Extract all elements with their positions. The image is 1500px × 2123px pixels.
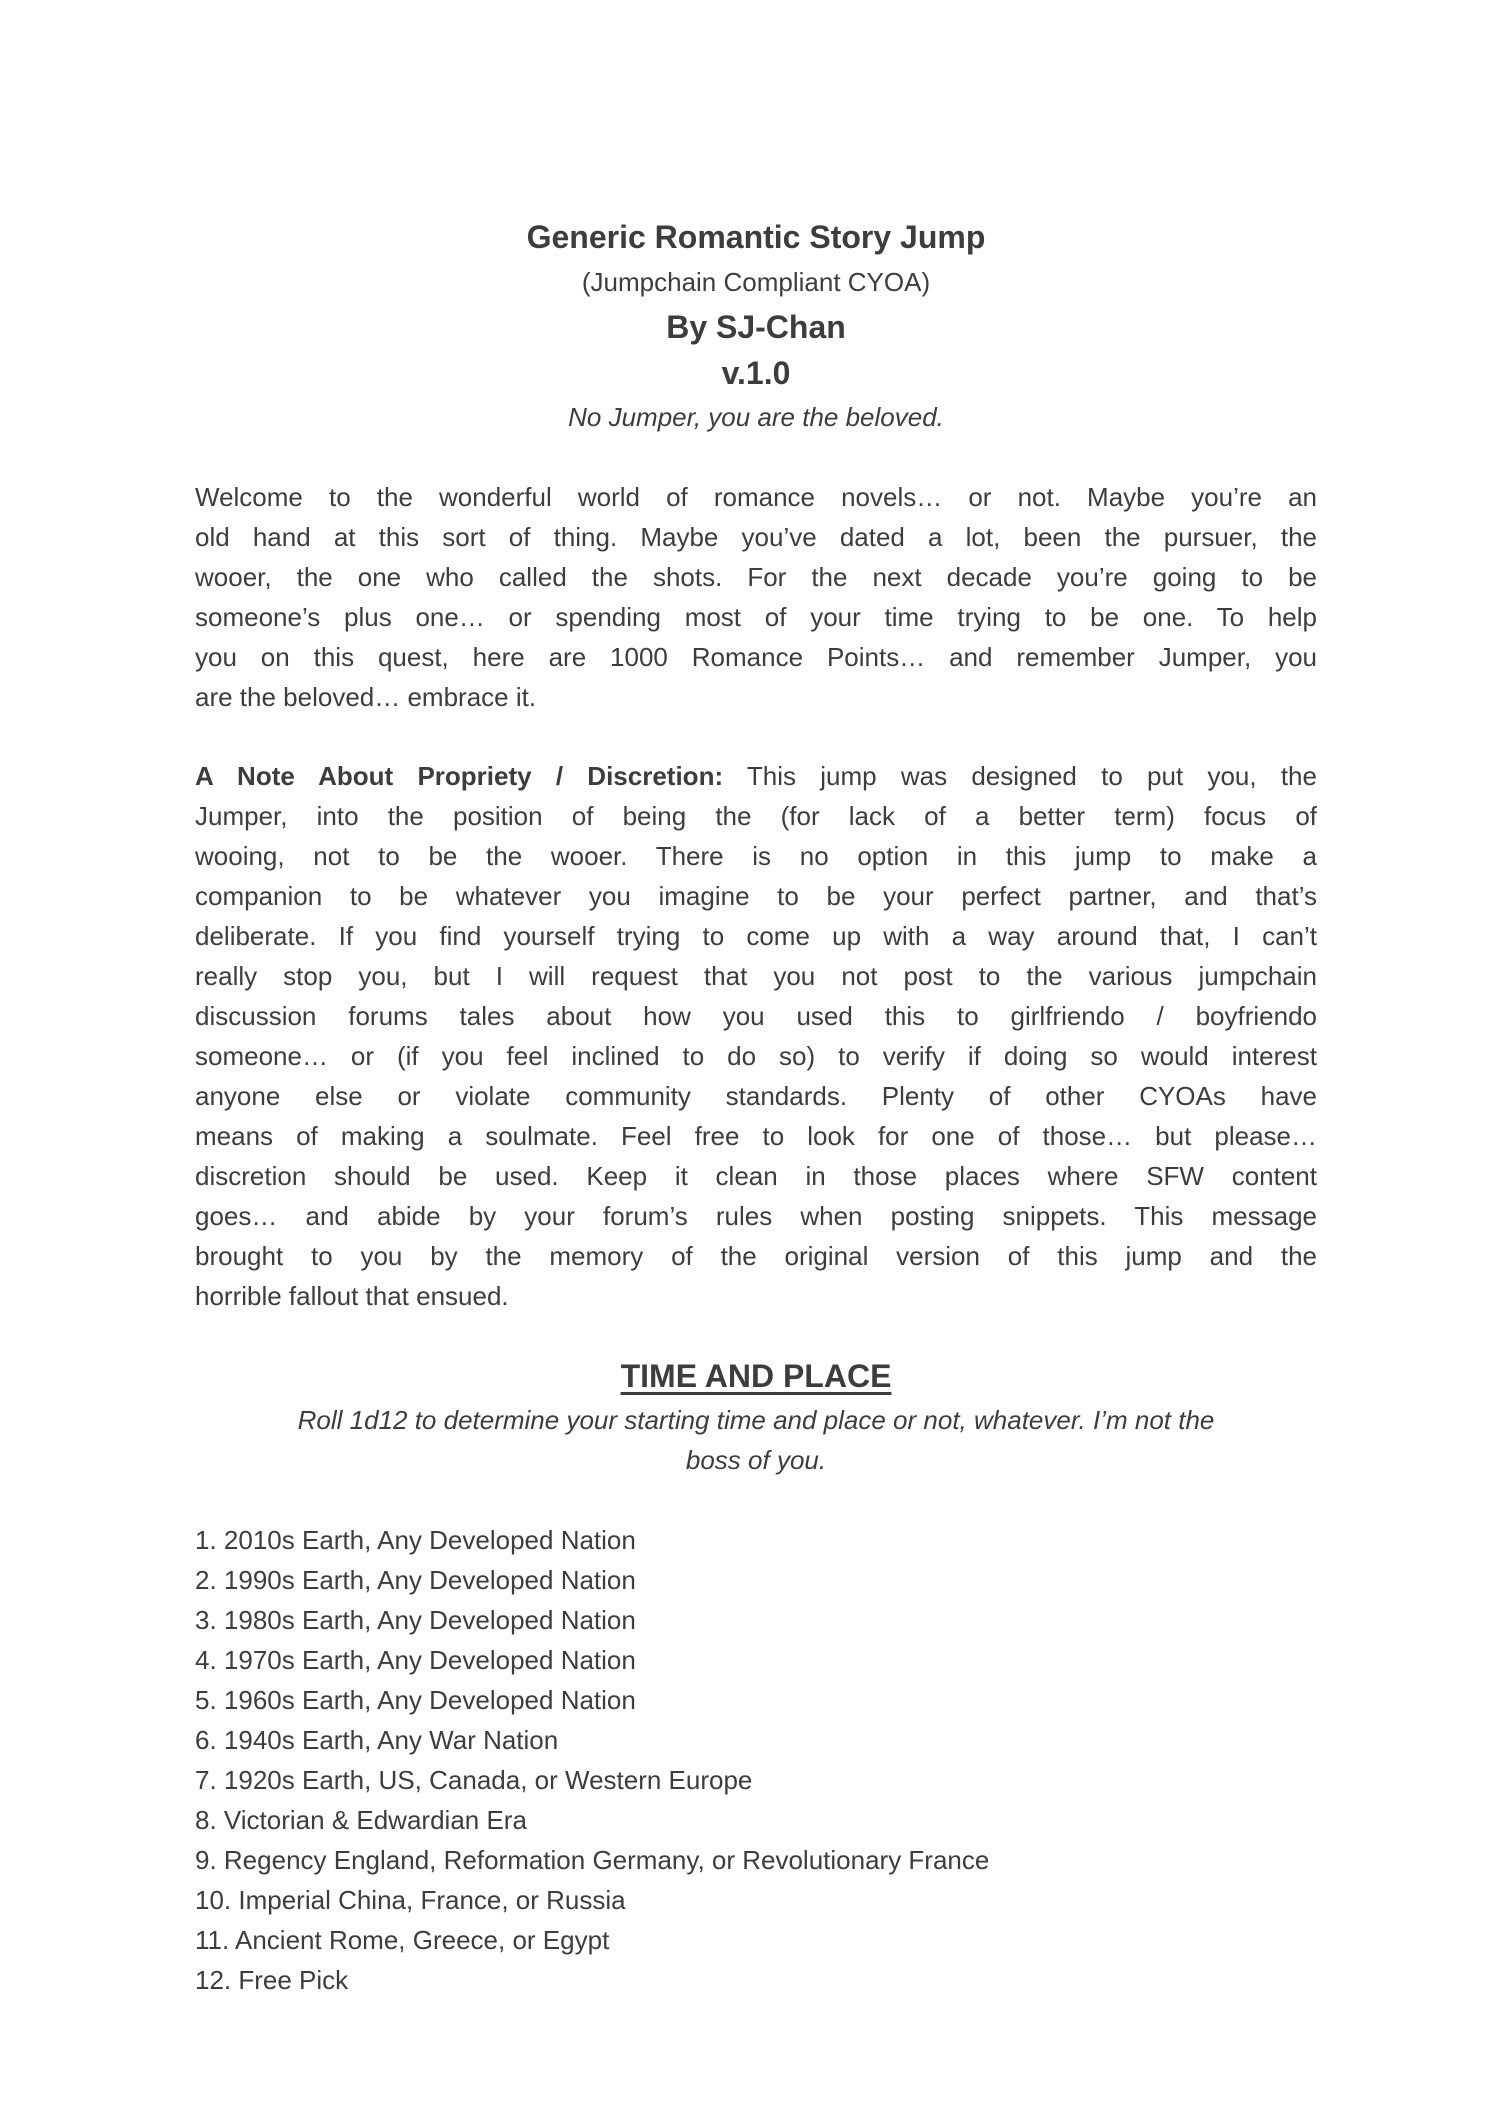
list-item: 11. Ancient Rome, Greece, or Egypt bbox=[195, 1925, 610, 1955]
list-item: 3. 1980s Earth, Any Developed Nation bbox=[195, 1605, 636, 1635]
tagline: No Jumper, you are the beloved. bbox=[568, 402, 944, 432]
text-line: discretion should be used. Keep it clean in those places where SFW content bbox=[195, 1161, 1317, 1191]
list-item: 5. 1960s Earth, Any Developed Nation bbox=[195, 1685, 636, 1715]
text-line: means of making a soulmate. Feel free to look for one of those… but please… bbox=[195, 1121, 1317, 1151]
list-item: 10. Imperial China, France, or Russia bbox=[195, 1885, 626, 1915]
version: v.1.0 bbox=[721, 355, 791, 391]
text-line: Welcome to the wonderful world of romance novels… or not. Maybe you’re an bbox=[195, 482, 1317, 512]
list-item: 4. 1970s Earth, Any Developed Nation bbox=[195, 1645, 636, 1675]
document-subtitle: (Jumpchain Compliant CYOA) bbox=[581, 267, 931, 297]
author: By SJ-Chan bbox=[666, 309, 846, 345]
text-line: brought to you by the memory of the original version of this jump and the bbox=[195, 1241, 1317, 1271]
text-line: goes… and abide by your forum’s rules when posting snippets. This message bbox=[195, 1201, 1317, 1231]
intro-paragraph bbox=[195, 477, 1317, 717]
note-first-line: A Note About Propriety / Discretion: This jump was designed to put you, the bbox=[195, 761, 1317, 791]
note-paragraph bbox=[195, 756, 1317, 1316]
list-item: 2. 1990s Earth, Any Developed Nation bbox=[195, 1565, 636, 1595]
document-title: Generic Romantic Story Jump bbox=[526, 219, 986, 255]
text-line: are the beloved… embrace it. bbox=[195, 682, 537, 712]
list-item: 9. Regency England, Reformation Germany, or Revolutionary France bbox=[195, 1845, 990, 1875]
text-line: really stop you, but I will request that you not post to the various jumpchain bbox=[195, 961, 1317, 991]
text-line: someone’s plus one… or spending most of your time trying to be one. To help bbox=[195, 602, 1317, 632]
list-item: 12. Free Pick bbox=[195, 1965, 349, 1995]
text-line: anyone else or violate community standards. Plenty of other CYOAs have bbox=[195, 1081, 1317, 1111]
text-line: someone… or (if you feel inclined to do so) to verify if doing so would interest bbox=[195, 1041, 1317, 1071]
note-label: A Note About Propriety / Discretion: bbox=[195, 761, 724, 791]
list-item: 6. 1940s Earth, Any War Nation bbox=[195, 1725, 559, 1755]
text-line: Jumper, into the position of being the (for lack of a better term) focus of bbox=[195, 801, 1317, 831]
text-line: wooing, not to be the wooer. There is no option in this jump to make a bbox=[195, 841, 1317, 871]
text-line: you on this quest, here are 1000 Romance Points… and remember Jumper, you bbox=[195, 642, 1317, 672]
text-line: old hand at this sort of thing. Maybe you’ve dated a lot, been the pursuer, the bbox=[195, 522, 1317, 552]
list-item: 1. 2010s Earth, Any Developed Nation bbox=[195, 1525, 636, 1555]
text-line: wooer, the one who called the shots. For the next decade you’re going to be bbox=[195, 562, 1317, 592]
text-line: discussion forums tales about how you used this to girlfriendo / boyfriendo bbox=[195, 1001, 1317, 1031]
list-item: 7. 1920s Earth, US, Canada, or Western Europe bbox=[195, 1765, 753, 1795]
section-heading-time-and-place: TIME AND PLACE bbox=[620, 1358, 892, 1394]
text-line: horrible fallout that ensued. bbox=[195, 1281, 509, 1311]
text-line: companion to be whatever you imagine to be your perfect partner, and that’s bbox=[195, 881, 1317, 911]
time-and-place-list bbox=[195, 1520, 1317, 2000]
text-line: deliberate. If you find yourself trying to come up with a way around that, I can’t bbox=[195, 921, 1317, 951]
time-and-place-instructions: Roll 1d12 to determine your starting time and place or not, whatever. I’m not the boss of you. bbox=[297, 1405, 1215, 1475]
list-item: 8. Victorian & Edwardian Era bbox=[195, 1805, 527, 1835]
